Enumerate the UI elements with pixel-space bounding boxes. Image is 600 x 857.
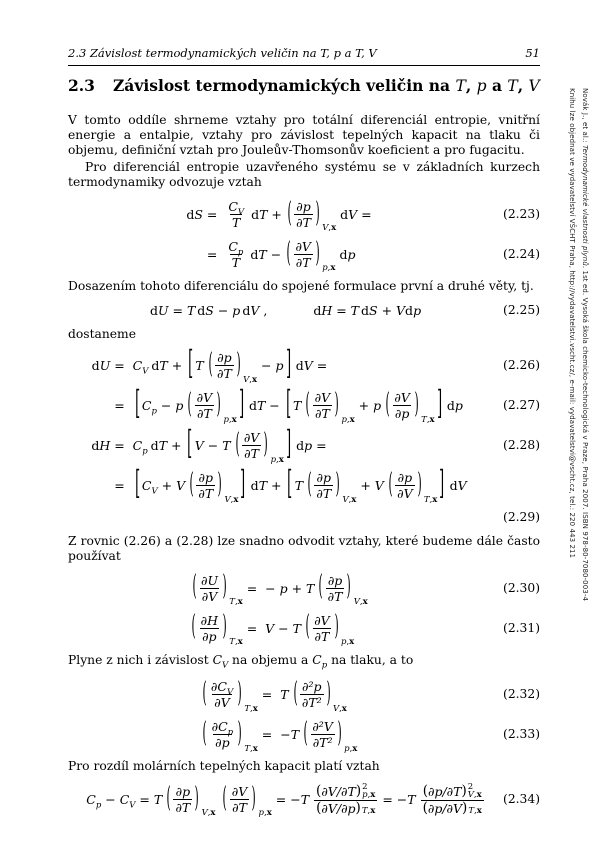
section-title	[68, 76, 558, 95]
equation-number: (2.27)	[503, 398, 540, 413]
page-content	[68, 110, 540, 825]
equation-block-2-30-2-31	[68, 570, 540, 647]
paragraph-derived: Z rovnic (2.26) a (2.28) lze snadno odvodit vztahy, které budeme dále často používat	[68, 534, 540, 563]
equation-number: (2.24)	[503, 246, 540, 261]
paragraph-dostaneme: dostaneme	[68, 326, 136, 341]
equation-array: ( ∂ $C_V$ ∂V ) T,x = T ( $\frac{\text{∂²p}}{\text{∂T²}}$ ) V,x (2.32) ( ∂ $C_p$ ∂p ) T,x = − T ( $\frac{\text{∂²V}}{\text{∂T²}}$ ) p,x (2.33)	[202, 676, 540, 754]
equation-block-2-32-2-33	[68, 676, 540, 754]
paragraph-entropy: Pro diferenciál entropie uzavřeného systému se v základních kurzech termodynamiky odvozuje vztah	[68, 160, 540, 189]
equation-block-2-34	[68, 781, 541, 819]
equation-row: $C_p$ − $C_V$ = T ( $\frac{\partial p}{\partial T}$ ) V,x ( $\frac{\partial V}{\partial T}$ ) p,x = − T ( ∂V/∂T ) 2 p,x ( ∂V/∂p ) T,x = − T ( ∂p/∂T ) 2 V,x ( ∂p/∂V ) T,x (2.34)	[86, 781, 541, 819]
equation-number: (2.33)	[503, 727, 540, 742]
section-title-text: Závislost termodynamických veličin na T, p a T, V	[112, 76, 540, 95]
equation-number: (2.26)	[503, 358, 540, 373]
equation-number: (2.28)	[503, 438, 540, 453]
equation-array: dU = $C_V$ dT + [ T ( $\frac{\partial p}{\partial T}$ ) V,x − p ] dV = (2.26) = [ $C_p$ − p ( $\frac{\partial V}{\partial T}$ ) p,x ] dT − [ T ( $\frac{\partial V}{\partial T}$ ) p,x + p ( $\frac{\partial V}{\partial p}$ ) T,x ] dp (2.27) dH = $C_p$ dT + [ V − T ( $\frac{\partial V}{\partial T}$ ) p,x ] dp = (2.28) = [ $C_V$ + V ( $\frac{\partial p}{\partial T}$ ) V,x ] dT + [ T ( $\frac{\partial p}{\partial T}$ ) V,x + V ( $\frac{\partial p}{\partial V}$ ) T,x ] dV (2.29)	[91, 344, 540, 525]
page-number: 51	[525, 46, 540, 60]
equation-array: dS = $\frac{C_V}{T}$ dT + ( $\frac{\partial p}{\partial T}$ ) V,x dV = (2.23) = $\frac{C_p}{T}$ dT − ( $\frac{\partial V}{\partial T}$ ) p,x dp (2.24)	[186, 196, 540, 274]
equation-block-2-26-2-29	[68, 344, 540, 525]
paragraph-intro: V tomto oddíle shrneme vztahy pro totální diferenciál entropie, vnitřní energie a entalpie, vztahy pro závislost tepelných kapacit na tlaku či objemu, definiční vztah pro Jouleův-Thomsonův koeficient a pro fugacitu.	[68, 113, 540, 157]
section-number: 2.3	[68, 76, 95, 95]
equation-number: (2.23)	[503, 206, 540, 221]
equation-number: (2.31)	[503, 620, 540, 635]
equation-number: (2.30)	[503, 580, 540, 595]
margin-citation-line1: Novák J., et al.: Termodynamické vlastnosti plynů. 1st ed. Vysoká škola chemicko-technologická v Praze, Praha 2007. ISBN 978-80-7080-003-4	[581, 88, 589, 602]
paragraph-substitution: Dosazením tohoto diferenciálu do spojené formulace první a druhé věty, tj.	[68, 278, 534, 293]
equation-block-2-25	[68, 303, 540, 318]
margin-citation-line2: Knihu lze objednat ve vydavatelství VŠCHT Praha, http://vydavatelstvi.vscht.cz/, e-mail: vydavatelstvi@vscht.cz, tel.: 220 443 211	[568, 88, 576, 559]
equation-row: dU = T dS − p dV , dH = T dS + V dp (2.25)	[149, 302, 541, 318]
equation-array: ( $\frac{\partial U}{\partial V}$ ) T,x = − p + T ( $\frac{\partial p}{\partial T}$ ) V,x (2.30) ( $\frac{\partial H}{\partial p}$ ) T,x = V − T ( $\frac{\partial V}{\partial T}$ ) p,x (2.31)	[191, 570, 540, 647]
paragraph-difference: Pro rozdíl molárních tepelných kapacit platí vztah	[68, 759, 380, 774]
running-head: 2.3 Závislost termodynamických veličin na T, p a T, V	[68, 46, 377, 60]
equation-number: (2.32)	[503, 687, 540, 702]
paragraph-capacities: Plyne z nich i závislost $C_V$ na objemu a $C_p$ na tlaku, a to	[68, 652, 414, 670]
equation-number: (2.34)	[503, 792, 541, 807]
equation-number: (2.29)	[503, 510, 540, 525]
page-header	[68, 46, 540, 66]
equation-block-2-23-2-24	[68, 196, 540, 274]
equation-number: (2.25)	[503, 302, 541, 317]
